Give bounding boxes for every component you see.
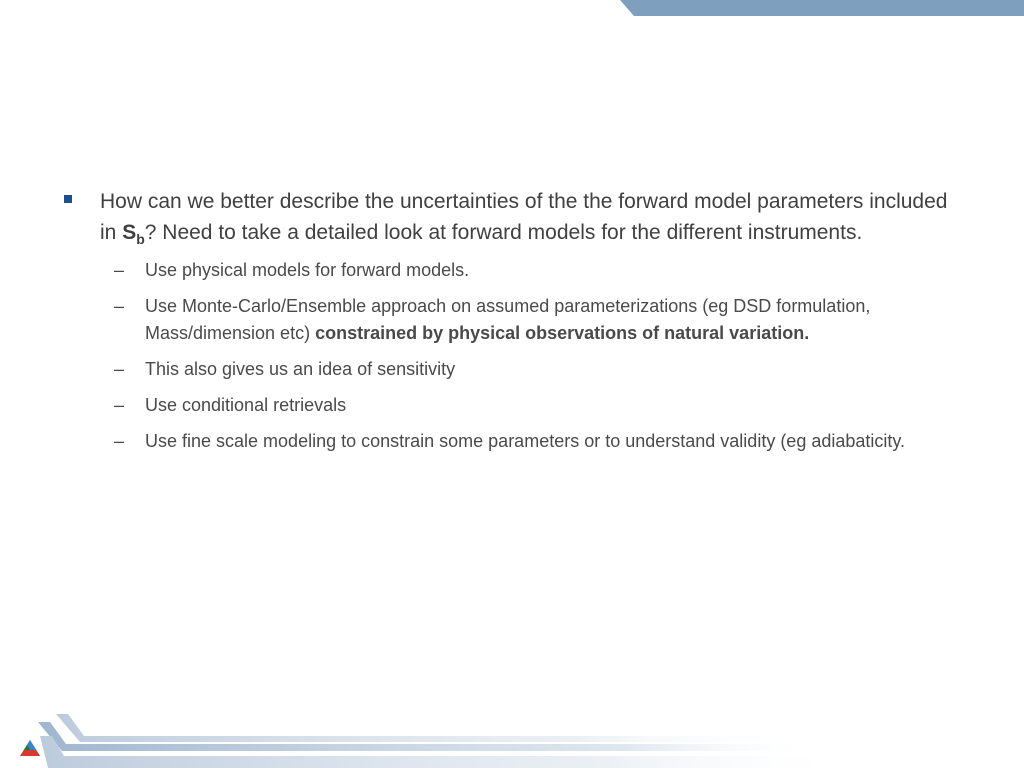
slide-body [62, 186, 962, 455]
sub-bullet-list [62, 257, 962, 455]
symbol-sb: $S_b$ [122, 221, 145, 247]
dash-bullet-icon: – [114, 359, 125, 379]
sub-bullet: – Use Monte-Carlo/Ensemble approach on assumed parameterizations (eg DSD formulation, Mass/dimension etc) constrained by physical observations of natural variation. [62, 293, 962, 347]
dash-bullet-icon: – [114, 395, 125, 415]
dash-bullet-icon: – [114, 296, 125, 316]
dash-bullet-icon: – [114, 260, 125, 280]
main-bullet-text-end: ? Need to take a detailed look at forward models for the different instruments. [144, 221, 863, 244]
logo-icon [20, 740, 40, 756]
sub-bullet: – This also gives us an idea of sensitivity [62, 356, 962, 383]
dash-bullet-icon: – [114, 431, 125, 451]
sub-bullet: – Use physical models for forward models. [62, 257, 962, 284]
sub-bullet: – Use conditional retrievals [62, 392, 962, 419]
footer-decoration [0, 700, 1024, 768]
square-bullet-icon [64, 195, 72, 203]
main-bullet-text-start: How can we better describe the uncertainties of the the forward model parameters included in [100, 190, 948, 244]
header-accent-bar [0, 0, 1024, 20]
main-bullet [62, 186, 962, 248]
sub-bullet: – Use fine scale modeling to constrain some parameters or to understand validity (eg adiabaticity. [62, 428, 962, 455]
